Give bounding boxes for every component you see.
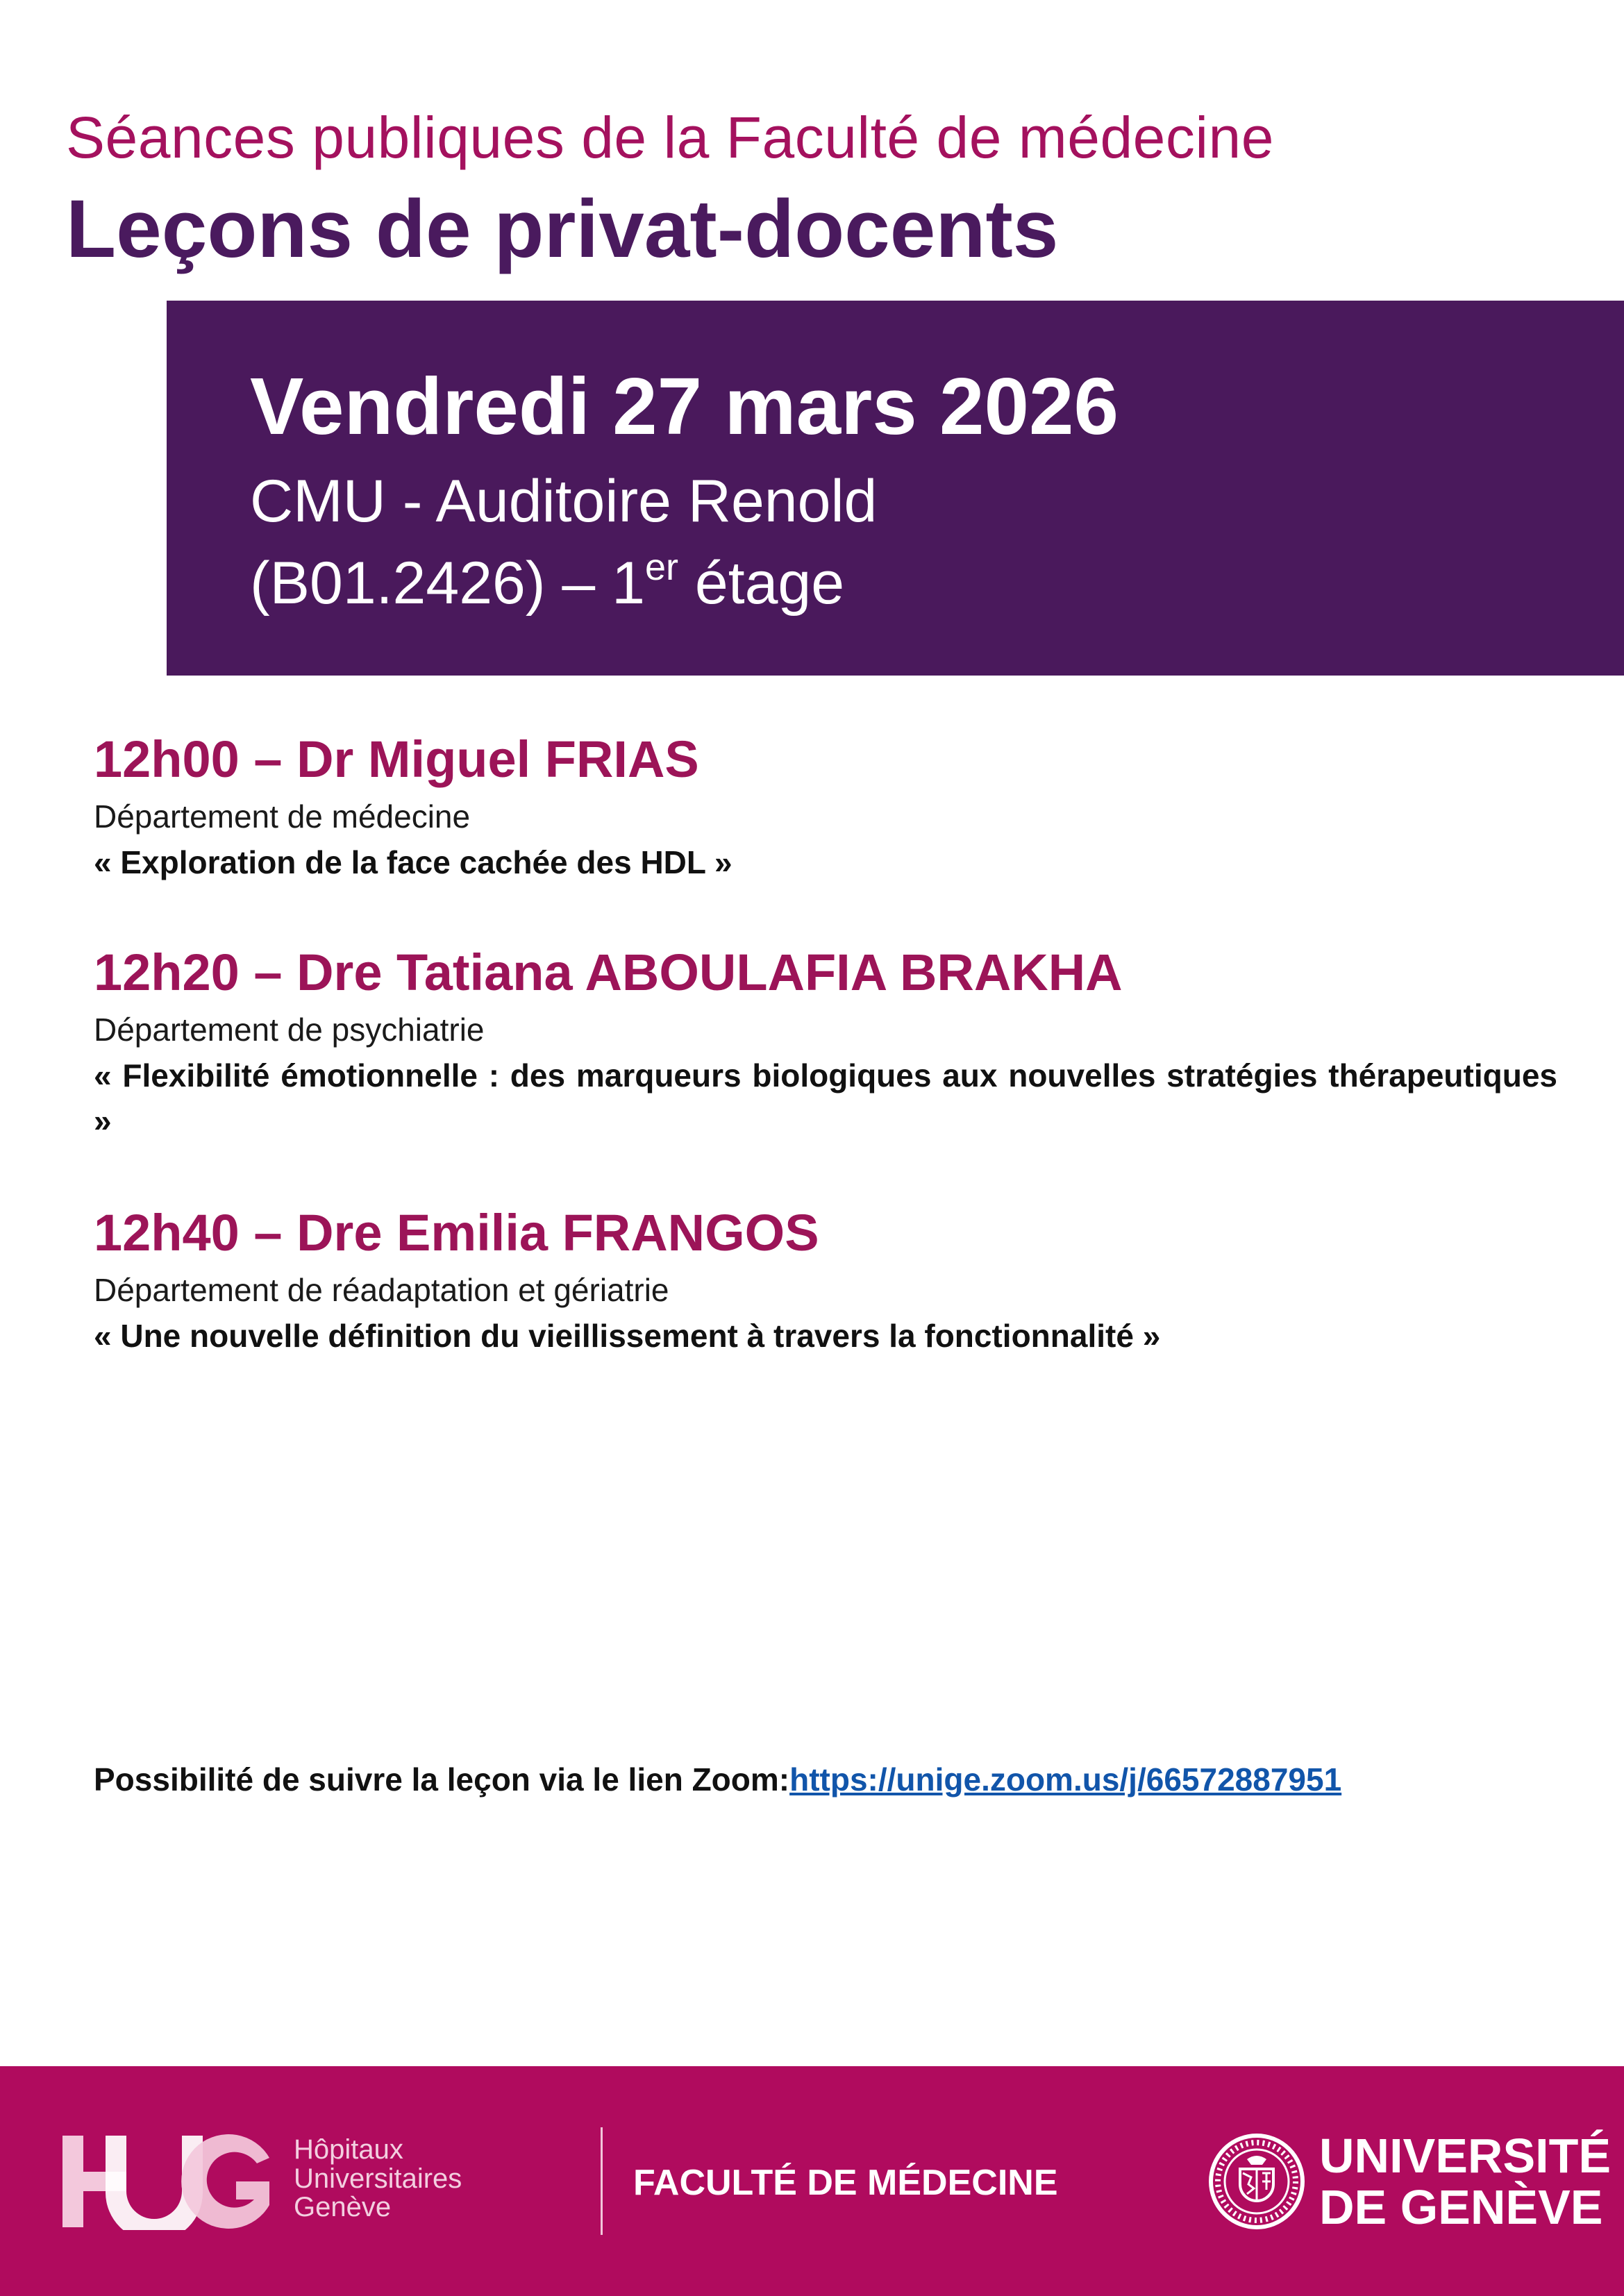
university-name [1319, 2130, 1611, 2233]
talk-title: « Exploration de la face cachée des HDL » [94, 844, 733, 880]
talk-title: « Une nouvelle définition du vieillissement à travers la fonctionnalité » [94, 1317, 1161, 1354]
university-name-line: DE GENÈVE [1319, 2180, 1603, 2235]
talk-item [94, 731, 1557, 885]
series-title: Séances publiques de la Faculté de médecine [66, 105, 1274, 170]
zoom-link[interactable]: https://unige.zoom.us/j/66572887951 [789, 1761, 1342, 1798]
location-room-floor: (B01.2426) – 1 [250, 550, 645, 617]
page-title: Leçons de privat-docents [66, 183, 1059, 275]
event-location-line2 [250, 546, 845, 618]
unige-seal-icon [1208, 2133, 1305, 2230]
talk-heading: 12h40 – Dre Emilia FRANGOS [94, 1204, 819, 1262]
location-floor-label: étage [678, 550, 845, 617]
talk-item [94, 944, 1557, 1144]
talk-heading: 12h00 – Dr Miguel FRIAS [94, 730, 699, 788]
zoom-text: Possibilité de suivre la leçon via le lien Zoom: [94, 1761, 790, 1798]
faculty-label: FACULTÉ DE MÉDECINE [633, 2163, 1058, 2203]
talk-item [94, 1205, 1557, 1359]
talk-department: Département de médecine [94, 798, 471, 835]
talk-heading: 12h20 – Dre Tatiana ABOULAFIA BRAKHA [94, 944, 1123, 1001]
footer-divider [601, 2127, 603, 2235]
hug-name-line: Genève [294, 2192, 392, 2223]
footer [0, 2066, 1624, 2296]
event-location-line1: CMU - Auditoire Renold [250, 468, 878, 535]
hug-name-line: Hôpitaux [294, 2134, 403, 2165]
talk-department: Département de psychiatrie [94, 1012, 485, 1048]
talk-title: « Flexibilité émotionnelle : des marqueurs biologiques aux nouvelles stratégies thérapeutiques » [94, 1057, 1557, 1139]
hug-name [294, 2136, 462, 2222]
date-banner [167, 301, 1624, 676]
university-name-line: UNIVERSITÉ [1319, 2129, 1612, 2183]
zoom-info [94, 1761, 1341, 1798]
event-date: Vendredi 27 mars 2026 [250, 361, 1119, 451]
hug-logo [62, 2133, 271, 2230]
floor-ordinal-suffix: er [644, 546, 678, 588]
hug-name-line: Universitaires [294, 2163, 462, 2194]
talk-department: Département de réadaptation et gériatrie [94, 1272, 669, 1309]
